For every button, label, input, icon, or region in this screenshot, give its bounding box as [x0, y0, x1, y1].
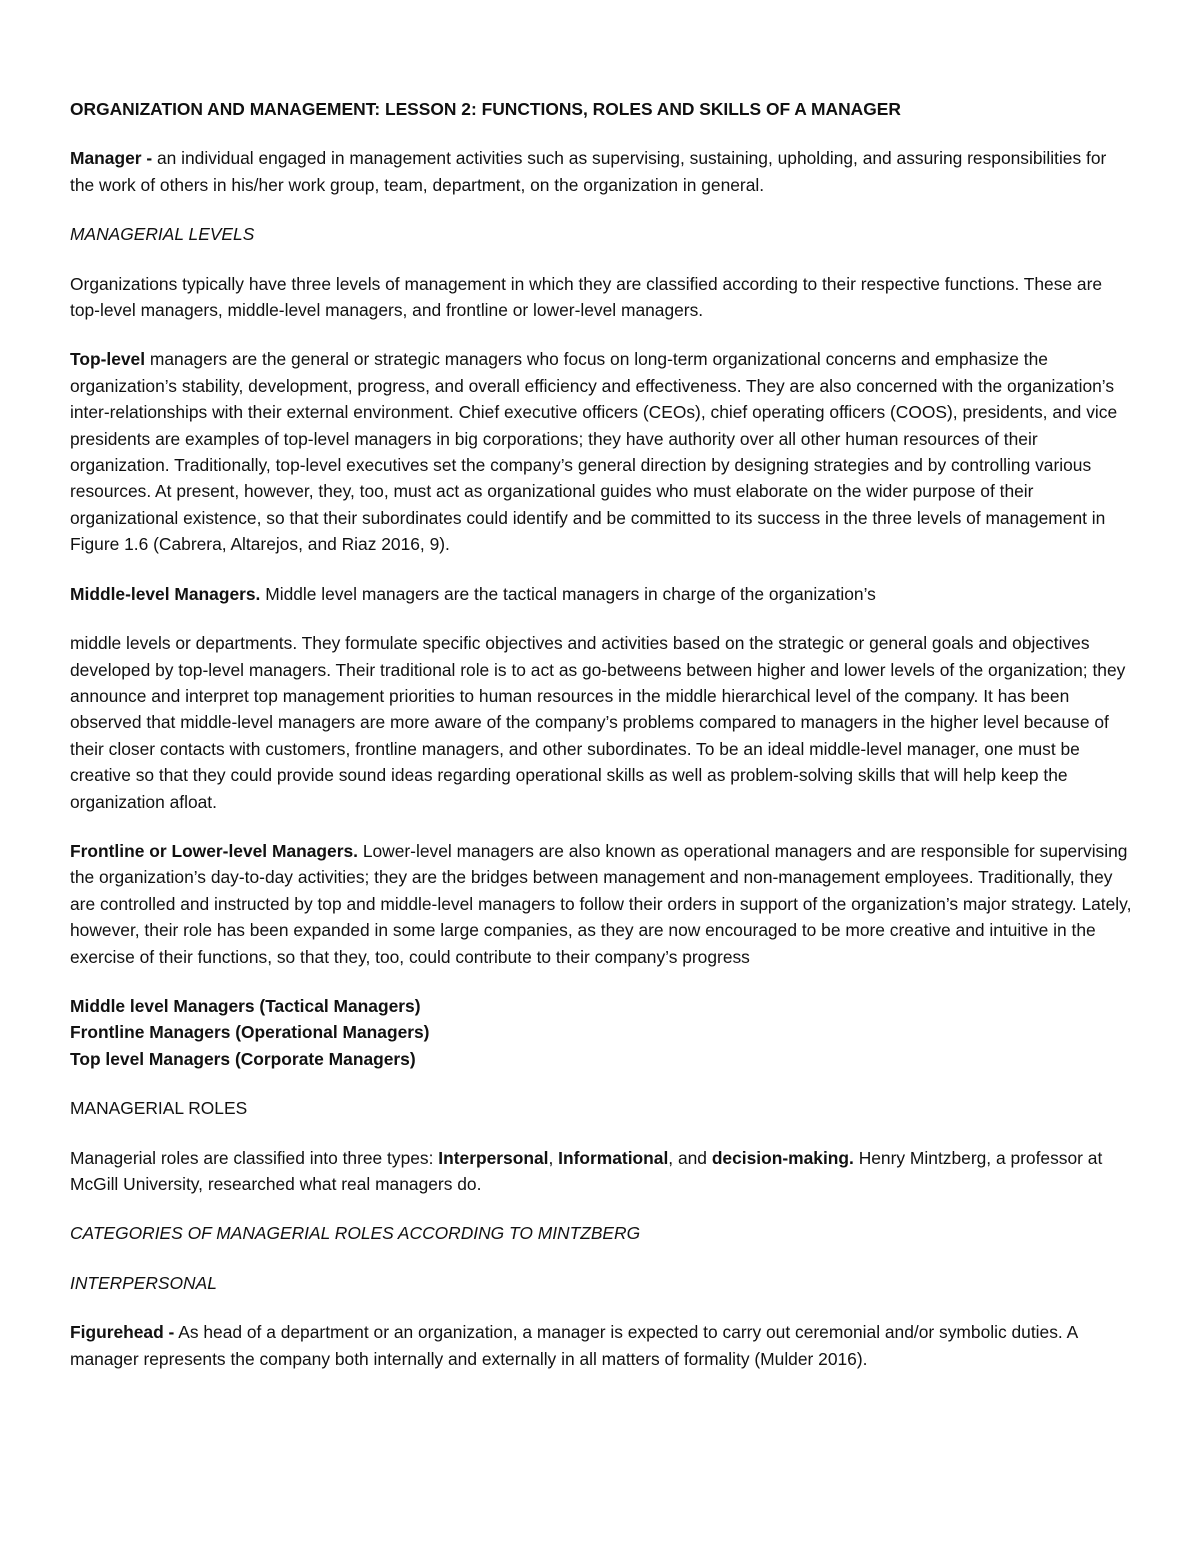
manager-definition-text: an individual engaged in management activities such as supervising, sustaining, upholding, and assuring responsibilities for the work of others in his/her work group, team, department, on the organization in general. [70, 148, 1107, 195]
middle-level-term: Middle-level Managers. [70, 583, 261, 604]
managerial-levels-heading: MANAGERIAL LEVELS [70, 224, 255, 245]
role-type-interpersonal: Interpersonal [438, 1147, 549, 1168]
top-level-paragraph [70, 346, 1132, 557]
managerial-roles-paragraph [70, 1145, 1132, 1198]
managerial-roles-heading: MANAGERIAL ROLES [70, 1098, 248, 1119]
managerial-levels-intro: Organizations typically have three levels of management in which they are classified according to their respective functions. These are top-level managers, middle-level managers, and frontline or lower-level managers. [70, 273, 1103, 321]
manager-definition [70, 145, 1132, 198]
top-level-term: Top-level [70, 349, 146, 370]
level-list-item: Frontline Managers (Operational Managers) [70, 1022, 430, 1043]
manager-term: Manager - [70, 148, 153, 169]
role-type-decision-making: decision-making. [711, 1147, 854, 1168]
role-type-informational: Informational [558, 1147, 669, 1168]
roles-text-1: Managerial roles are classified into three types: [70, 1147, 439, 1168]
document-title: ORGANIZATION AND MANAGEMENT: LESSON 2: FUNCTIONS, ROLES AND SKILLS OF A MANAGER [70, 99, 901, 119]
figurehead-paragraph [70, 1319, 1132, 1372]
middle-level-paragraph [70, 581, 1132, 607]
level-list-item: Middle level Managers (Tactical Managers) [70, 995, 421, 1016]
level-list-item: Top level Managers (Corporate Managers) [70, 1048, 416, 1069]
roles-text-4: Henry Mintzberg, a professor at McGill University, researched what real managers do. [70, 1147, 1103, 1194]
categories-heading: CATEGORIES OF MANAGERIAL ROLES ACCORDING TO MINTZBERG [70, 1223, 641, 1244]
interpersonal-heading: INTERPERSONAL [70, 1272, 217, 1293]
roles-text-2: , [548, 1147, 559, 1168]
frontline-term: Frontline or Lower-level Managers. [70, 840, 358, 861]
document-page [70, 96, 1132, 1395]
frontline-paragraph [70, 838, 1132, 970]
figurehead-term: Figurehead - [70, 1322, 175, 1343]
frontline-text: Lower-level managers are also known as operational managers and are responsible for supervising the organization’s day-to-day activities; they are the bridges between management and non-management employees. Traditionally, they are controlled and instructed by top and middle-level managers to follow their orders in support of the organization’s major strategy. Lately, however, their role has been expanded in some large companies, as they are now encouraged to be more creative and intuitive in the exercise of their functions, so that they, too, could contribute to their company’s progress [70, 840, 1132, 967]
top-level-text: managers are the general or strategic managers who focus on long-term organizational concerns and emphasize the organization’s stability, development, progress, and overall efficiency and effectiveness. They are also concerned with the organization’s inter-relationships with their external environment. Chief executive officers (CEOs), chief operating officers (COOS), presidents, and vice presidents are examples of top-level managers in big corporations; they have authority over all other human resources of their organization. Traditionally, top-level executives set the company’s general direction by designing strategies and by controlling various resources. At present, however, they, too, must act as organizational guides who must elaborate on the wider purpose of their organizational existence, so that their subordinates could identify and be committed to its success in the three levels of management in Figure 1.6 (Cabrera, Altarejos, and Riaz 2016, 9). [70, 349, 1118, 555]
middle-level-continuation: middle levels or departments. They formulate specific objectives and activities based on the strategic or general goals and objectives developed by top-level managers. Their traditional role is to act as go-betweens between higher and lower levels of the organization; they announce and interpret top management priorities to human resources in the middle hierarchical level of the company. It has been observed that middle-level managers are more aware of the company’s problems compared to managers in the higher level because of their closer contacts with customers, frontline managers, and other subordinates. To be an ideal middle-level manager, one must be creative so that they could provide sound ideas regarding operational skills as well as problem-solving skills that will help keep the organization afloat. [70, 633, 1126, 812]
level-list [70, 993, 1132, 1072]
roles-text-3: , and [668, 1147, 712, 1168]
figurehead-text: As head of a department or an organization, a manager is expected to carry out ceremonial and/or symbolic duties. A manager represents the company both internally and externally in all matters of formality (Mulder 2016). [70, 1322, 1078, 1369]
middle-level-text: Middle level managers are the tactical managers in charge of the organization’s [260, 583, 876, 604]
